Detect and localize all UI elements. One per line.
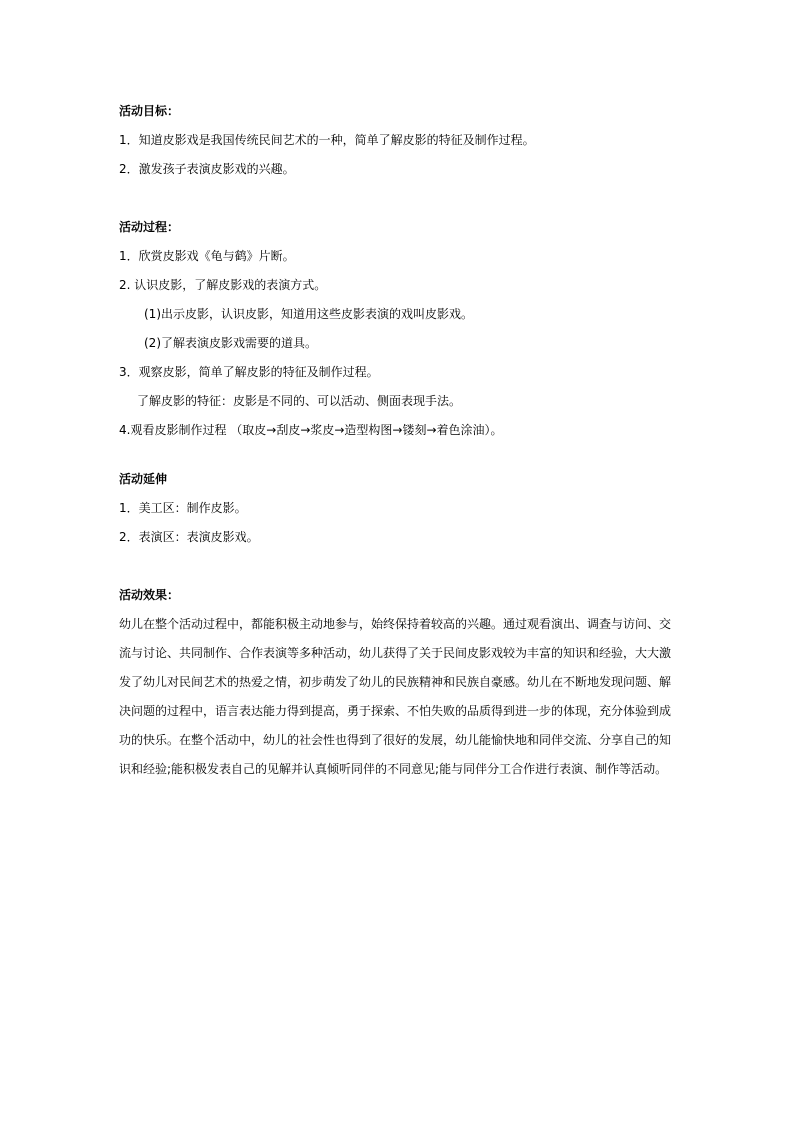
process-item-3-detail: 了解皮影的特征：皮影是不同的、可以活动、侧面表现手法。	[137, 394, 462, 408]
effect-line-5: 功的快乐。在整个活动中，幼儿的社会性也得到了很好的发展，幼儿能愉快地和同伴交流、分享自己的知	[119, 733, 672, 747]
process-item-1: 1．欣赏皮影戏《龟与鹤》片断。	[119, 249, 295, 263]
effect-line-1: 幼儿在整个活动过程中，都能积极主动地参与，始终保持着较高的兴趣。通过观看演出、调查与访问、交	[119, 617, 672, 631]
effect-line-2: 流与讨论、共同制作、合作表演等多种活动，幼儿获得了关于民间皮影戏较为丰富的知识和经验，大大激	[119, 646, 672, 660]
extension-heading: 活动延伸	[119, 472, 168, 486]
extension-item-2: 2．表演区：表演皮影戏。	[119, 530, 259, 544]
effect-heading: 活动效果：	[119, 588, 180, 602]
process-subitem-2: (2)了解表演皮影戏需要的道具。	[144, 336, 317, 350]
goals-heading: 活动目标：	[119, 104, 180, 118]
effect-line-3: 发了幼儿对民间艺术的热爱之情，初步萌发了幼儿的民族精神和民族自豪感。幼儿在不断地发现问题、解	[119, 675, 672, 689]
effect-line-4: 决问题的过程中，语言表达能力得到提高，勇于探索、不怕失败的品质得到进一步的体现，充分体验到成	[119, 704, 672, 718]
process-subitem-1: (1)出示皮影，认识皮影，知道用这些皮影表演的戏叫皮影戏。	[144, 307, 474, 321]
process-item-2: 2. 认识皮影，了解皮影戏的表演方式。	[119, 278, 327, 292]
effect-line-6: 识和经验;能积极发表自己的见解并认真倾听同伴的不同意见;能与同伴分工合作进行表演、制作等活动。	[119, 762, 668, 776]
process-heading: 活动过程：	[119, 220, 180, 234]
goal-item-2: 2．激发孩子表演皮影戏的兴趣。	[119, 162, 295, 176]
process-item-3: 3．观察皮影，简单了解皮影的特征及制作过程。	[119, 365, 379, 379]
goal-item-1: 1．知道皮影戏是我国传统民间艺术的一种，简单了解皮影的特征及制作过程。	[119, 133, 535, 147]
extension-item-1: 1．美工区：制作皮影。	[119, 501, 247, 515]
process-item-4: 4.观看皮影制作过程 （取皮→刮皮→浆皮→造型构图→镂刻→着色涂油）。	[119, 423, 503, 437]
